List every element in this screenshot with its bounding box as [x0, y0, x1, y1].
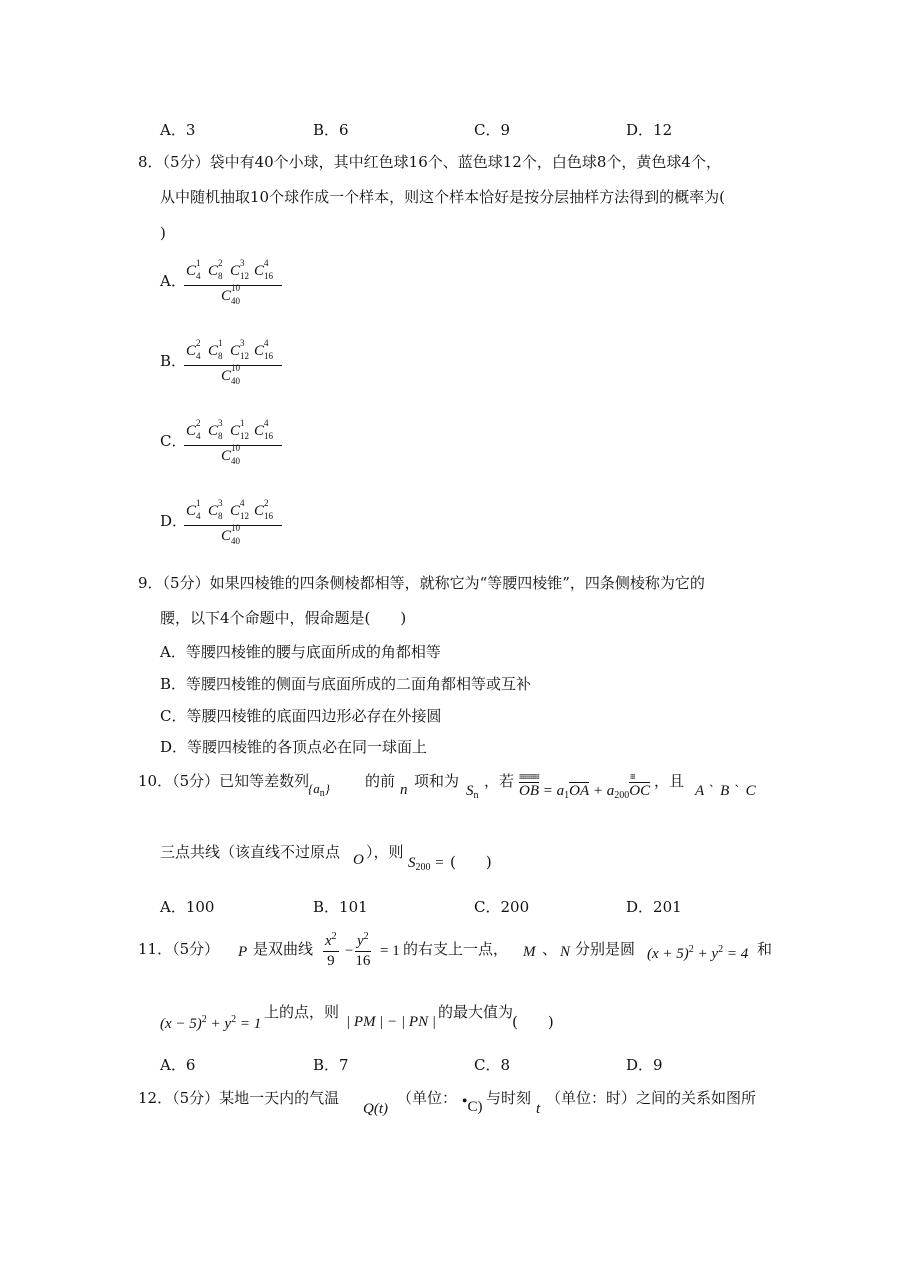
q10-vector-equation: OB = $a_1OA + a_{200}OC$: [519, 783, 651, 801]
q9-option-b: B．等腰四棱锥的侧面与底面所成的二面角都相等或互补: [160, 675, 532, 693]
q11-text-8: 的最大值为: [438, 1003, 514, 1021]
combination-term: C 4 16: [254, 258, 274, 281]
q11-option-a: A．6: [160, 1056, 196, 1074]
q7-option-b: B．6: [313, 121, 349, 139]
q11-text-2: 是双曲线: [253, 940, 314, 958]
combination-term: C 1 4: [186, 258, 201, 281]
q10-vector-artifact-2: ⁞⁞⁞⁞⁞: [630, 773, 635, 781]
q10-text-5: ，且: [654, 772, 685, 790]
q12-degree-c: ●C): [462, 1095, 483, 1115]
combination-term: C 3 12: [230, 338, 250, 361]
q11-option-b: B．7: [313, 1056, 349, 1074]
q9-option-a: A．等腰四棱锥的腰与底面所成的角都相等: [160, 643, 441, 661]
combination-term: C 4 12: [230, 498, 250, 521]
combination-term: C 4 16: [254, 338, 274, 361]
q10-vector-artifact: ⁞⁞⁞⁞⁞⁞⁞⁞⁞⁞⁞⁞⁞⁞⁞⁞⁞⁞⁞⁞⁞: [519, 773, 539, 781]
q11-text-3: 的右支上一点，: [403, 940, 509, 958]
combination-term: C 2 16: [254, 498, 274, 521]
combination-term: C 2 4: [186, 338, 201, 361]
q10-text-1: 10．（5分）已知等差数列: [138, 772, 310, 790]
q11-circle-2: $(x - 5)^2 + y^2 = 1$: [160, 1014, 262, 1032]
combination-term: C 1 8: [208, 338, 223, 361]
q8-option-label: C．: [160, 432, 187, 450]
q10-s200: $S_{200}$ =: [408, 855, 445, 873]
combination-term: C 3 8: [208, 418, 223, 441]
q9-stem-line2: 腰，以下4个命题中，假命题是( ): [160, 609, 407, 627]
q11-text-9: ( ): [512, 1013, 554, 1031]
q8-stem-line2: 从中随机抽取10个球作成一个样本，则这个样本恰好是按分层抽样方法得到的概率为(: [160, 188, 725, 206]
q12-qt: Q(t): [363, 1101, 389, 1117]
q11-text-5: 分别是圆: [575, 940, 636, 958]
q10-var-n: n: [400, 782, 408, 798]
q8-stem-line3: ): [160, 224, 166, 242]
q11-frac-x: $\frac{x^2}{9}$: [325, 931, 337, 969]
q10-points-abc: A ` B ` C: [695, 783, 756, 799]
q8-option-label: A．: [160, 272, 186, 290]
combination-term: C 10 40: [221, 443, 241, 466]
q10-text-7: ），则: [366, 843, 404, 861]
combination-term: C 4 16: [254, 418, 274, 441]
q10-option-d: D．201: [626, 898, 682, 916]
combination-term: C 10 40: [221, 363, 241, 386]
q8-option-fraction: [184, 258, 282, 306]
combination-term: C 3 12: [230, 258, 250, 281]
combination-term: C 3 8: [208, 498, 223, 521]
q10-var-o: O: [353, 852, 364, 868]
combination-term: C 1 12: [230, 418, 250, 441]
q11-equals-one: = 1: [380, 943, 400, 959]
q11-circle-1: $(x + 5)^2 + y^2 = 4$: [647, 944, 749, 962]
q12-text-1: 12．（5分）某地一天内的气温: [138, 1089, 340, 1107]
combination-term: C 1 4: [186, 498, 201, 521]
q11-option-c: C．8: [474, 1056, 511, 1074]
combination-term: C 10 40: [221, 283, 241, 306]
q7-option-d: D．12: [626, 121, 673, 139]
q10-option-b: B．101: [313, 898, 368, 916]
q8-option-label: D．: [160, 512, 188, 530]
q11-pm-pn: | PM | − | PN |: [346, 1014, 436, 1030]
combination-term: C 2 8: [208, 258, 223, 281]
q8-option-fraction: [184, 418, 282, 466]
q10-text-6: 三点共线（该直线不过原点: [160, 843, 341, 861]
combination-term: C 2 4: [186, 418, 201, 441]
q11-text-6: 和: [757, 940, 773, 958]
q10-seq-an: $\{a_n\}$: [308, 781, 330, 799]
q8-option-label: B．: [160, 352, 187, 370]
q12-text-3: 与时刻: [486, 1089, 532, 1107]
q8-option-fraction: [184, 498, 282, 546]
q12-var-t: t: [536, 1101, 541, 1117]
q9-option-d: D．等腰四棱锥的各顶点必在同一球面上: [160, 738, 428, 756]
q7-option-a: A．3: [160, 121, 196, 139]
q11-minus: −: [345, 943, 354, 959]
q11-var-n: N: [560, 944, 571, 960]
q10-text-4: ，若: [484, 772, 515, 790]
q12-text-4: （单位：时）之间的关系如图所: [546, 1089, 757, 1107]
q7-option-c: C．9: [474, 121, 511, 139]
q11-var-p: P: [238, 944, 248, 960]
q11-var-m: M: [523, 944, 536, 960]
q8-stem-line1: 8．（5分）袋中有40个小球，其中红色球16个、蓝色球12个，白色球8个，黄色球4个，: [138, 153, 721, 171]
q11-option-d: D．9: [626, 1056, 663, 1074]
combination-term: C 10 40: [221, 523, 241, 546]
q10-text-3: 项和为: [414, 772, 460, 790]
q10-option-c: C．200: [474, 898, 530, 916]
q10-var-sn: $S_n$: [466, 783, 479, 801]
q11-text-7: 上的点，则: [264, 1003, 340, 1021]
q8-option-fraction: [184, 338, 282, 386]
q11-text-4: 、: [542, 940, 558, 958]
q9-option-c: C．等腰四棱锥的底面四边形必存在外接圆: [160, 707, 442, 725]
q11-frac-y: $\frac{y^2}{16}$: [355, 931, 371, 969]
q10-option-a: A．100: [160, 898, 215, 916]
q11-text-1: 11．（5分）: [138, 940, 220, 958]
q12-text-2: （单位：: [397, 1089, 458, 1107]
q10-text-8: ( ): [450, 853, 492, 871]
q10-text-2: 的前: [365, 772, 396, 790]
q9-stem-line1: 9．（5分）如果四棱锥的四条侧棱都相等，就称它为“等腰四棱锥”，四条侧棱称为它的: [138, 574, 705, 592]
